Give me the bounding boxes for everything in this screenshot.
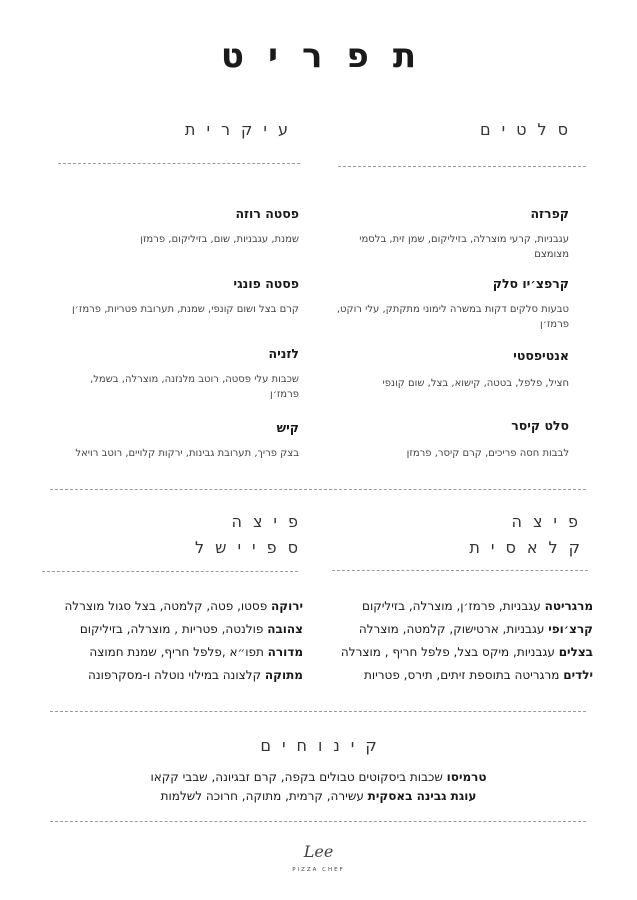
main-desc: בצק פריך, תערובת גבינות, ירקות קלויים, רוטב רויאל bbox=[75, 448, 299, 459]
salad-item bbox=[329, 206, 569, 262]
main-item bbox=[59, 420, 299, 461]
menu-title: תפריט bbox=[220, 36, 441, 76]
salad-item bbox=[329, 418, 569, 461]
main-desc: שכבות עלי פסטה, רוטב מלנזנה, מוצרלה, בשמל, פרמז׳ן bbox=[90, 374, 299, 400]
salad-item bbox=[329, 348, 569, 391]
desserts-heading: קינוחים bbox=[260, 736, 388, 755]
pizza-special-divider bbox=[42, 571, 298, 572]
pizza-classic-divider bbox=[332, 570, 588, 571]
section-divider bbox=[50, 489, 586, 490]
pizza-classic-list bbox=[323, 595, 593, 687]
pizza-item: מדורה תפו״א ,פלפל חריף, שמנת חמוצה bbox=[89, 645, 303, 659]
salad-desc: לבבות חסה פריכים, קרם קיסר, פרמזן bbox=[406, 448, 569, 459]
salads-heading: סלטים bbox=[479, 120, 579, 139]
salad-desc: חציל, פלפל, בטטה, קישוא, בצל, שום קונפי bbox=[382, 378, 569, 389]
dessert-item: עוגת גבינה באסקית עשירה, קרמית, מתוקה, חרוכה לשלמות bbox=[160, 789, 477, 803]
salads-divider bbox=[338, 166, 586, 167]
salad-name: קפרזה bbox=[530, 206, 569, 221]
main-item bbox=[59, 206, 299, 247]
salad-desc: עגבניות, קרעי מוצרלה, בזיליקום, שמן זית, בלסמי מצומצם bbox=[359, 234, 569, 260]
chef-logo-subtitle: PIZZA CHEF bbox=[292, 867, 345, 873]
pizza-special-heading-2: ספיישל bbox=[195, 538, 309, 557]
main-desc: קרם בצל ושום קונפי, שמנת, תערובת פטריות, פרמז׳ן bbox=[72, 304, 299, 315]
main-name: לזניה bbox=[268, 346, 299, 361]
pizza-special-list bbox=[23, 595, 303, 687]
salad-name: סלט קיסר bbox=[511, 418, 569, 433]
main-name: פסטה פונגי bbox=[233, 276, 299, 291]
mains-divider bbox=[58, 163, 300, 164]
pizza-item: ילדים מרגריטה בתוספת זיתים, תירס, פטריות bbox=[363, 668, 593, 682]
desserts-list bbox=[0, 768, 637, 806]
main-name: פסטה רוזה bbox=[235, 206, 299, 221]
salad-item bbox=[329, 276, 569, 332]
pizza-classic-heading-2: קלאסית bbox=[469, 538, 591, 557]
pizza-item: קרצ׳ופי עגבניות, ארטישוק, קלמטה, מוצרלה bbox=[358, 622, 593, 636]
pizza-classic-heading-1: פיצה bbox=[511, 512, 589, 531]
main-desc: שמנת, עגבניות, שום, בזיליקום, פרמזן bbox=[140, 234, 299, 245]
pizza-item: מרגריטה עגבניות, פרמז׳ן, מוצרלה, בזיליקום bbox=[362, 599, 593, 613]
main-item bbox=[59, 276, 299, 317]
section-divider bbox=[50, 711, 586, 712]
pizza-item: ירוקה פסטו, פטה, קלמטה, בצל סגול מוצרלה bbox=[64, 599, 303, 613]
pizza-item: צהובה פולנטה, פטריות , מוצרלה, בזיליקום bbox=[79, 622, 303, 636]
main-item bbox=[59, 346, 299, 402]
salad-name: קרפצ׳יו סלק bbox=[492, 276, 569, 291]
salad-name: אנטיפסטי bbox=[513, 348, 569, 363]
pizza-item: בצלים עגבניות, מיקס בצל, פלפל חריף , מוצרלה bbox=[340, 645, 593, 659]
main-name: קיש bbox=[276, 420, 299, 435]
chef-logo-script: Lee bbox=[303, 842, 334, 861]
mains-heading: עיקרית bbox=[184, 120, 299, 139]
pizza-item: מתוקה קלצונה במילוי נוטלה ו-מסקרפונה bbox=[87, 668, 303, 682]
dessert-item: טרמיסו שכבות ביסקוטים טבולים בקפה, קרם זבגיונה, שבבי קקאו bbox=[150, 770, 487, 784]
salad-desc: טבעות סלקים דקות במשרה לימוני מתקתק, עלי רוקט, פרמז׳ן bbox=[336, 304, 569, 330]
section-divider bbox=[50, 821, 586, 822]
pizza-special-heading-1: פיצה bbox=[231, 512, 309, 531]
